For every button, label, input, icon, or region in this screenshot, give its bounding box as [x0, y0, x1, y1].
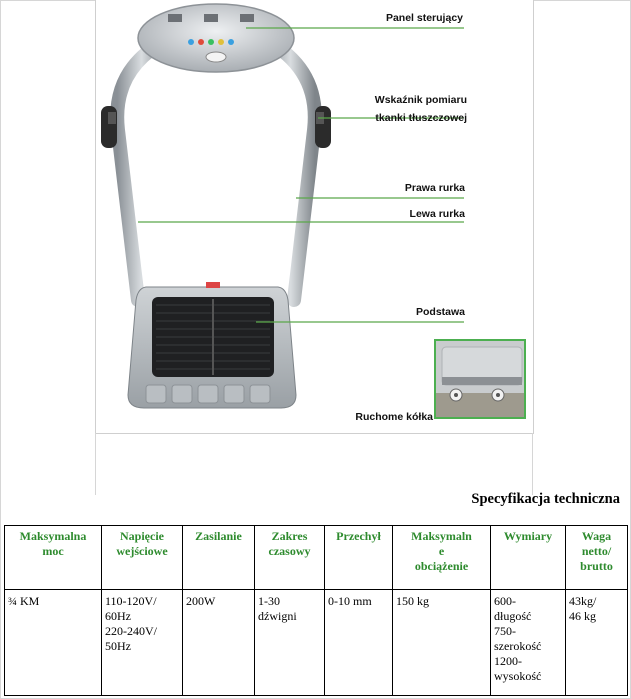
page-divider-right	[532, 433, 533, 495]
header-weight: Waga netto/ brutto	[566, 526, 628, 590]
spec-table	[4, 525, 628, 696]
spec-header-row	[5, 526, 628, 590]
cell-time-range: 1-30 dźwigni	[255, 590, 325, 696]
callout-indicator-line1: Wskaźnik pomiaru	[374, 94, 467, 106]
header-max-load: Maksymaln e obciążenie	[393, 526, 491, 590]
callout-base: Podstawa	[415, 306, 465, 318]
header-time-range: Zakres czasowy	[255, 526, 325, 590]
header-tilt: Przechył	[325, 526, 393, 590]
cell-input-voltage: 110-120V/ 60Hz 220-240V/ 50Hz	[102, 590, 183, 696]
page-divider-left	[95, 433, 96, 495]
header-input-voltage: Napięcie wejściowe	[102, 526, 183, 590]
spec-data-row	[5, 590, 628, 696]
cell-power-supply: 200W	[183, 590, 255, 696]
wheels-photo	[434, 339, 526, 419]
cell-dimensions: 600- długość 750- szerokość 1200- wysokość	[491, 590, 566, 696]
callout-left-tube: Lewa rurka	[409, 208, 465, 220]
cell-max-power: ¾ KM	[5, 590, 102, 696]
header-dimensions: Wymiary	[491, 526, 566, 590]
header-max-power: Maksymalna moc	[5, 526, 102, 590]
cell-max-load: 150 kg	[393, 590, 491, 696]
cell-weight: 43kg/ 46 kg	[566, 590, 628, 696]
callout-indicator-line2: tkanki tłuszczowej	[375, 112, 467, 124]
callout-right-tube: Prawa rurka	[404, 182, 465, 194]
callout-wheels: Ruchome kółka	[355, 411, 433, 423]
header-power-supply: Zasilanie	[183, 526, 255, 590]
cell-tilt: 0-10 mm	[325, 590, 393, 696]
spec-title: Specyfikacja techniczna	[471, 491, 620, 507]
callout-panel: Panel sterujący	[385, 12, 463, 24]
